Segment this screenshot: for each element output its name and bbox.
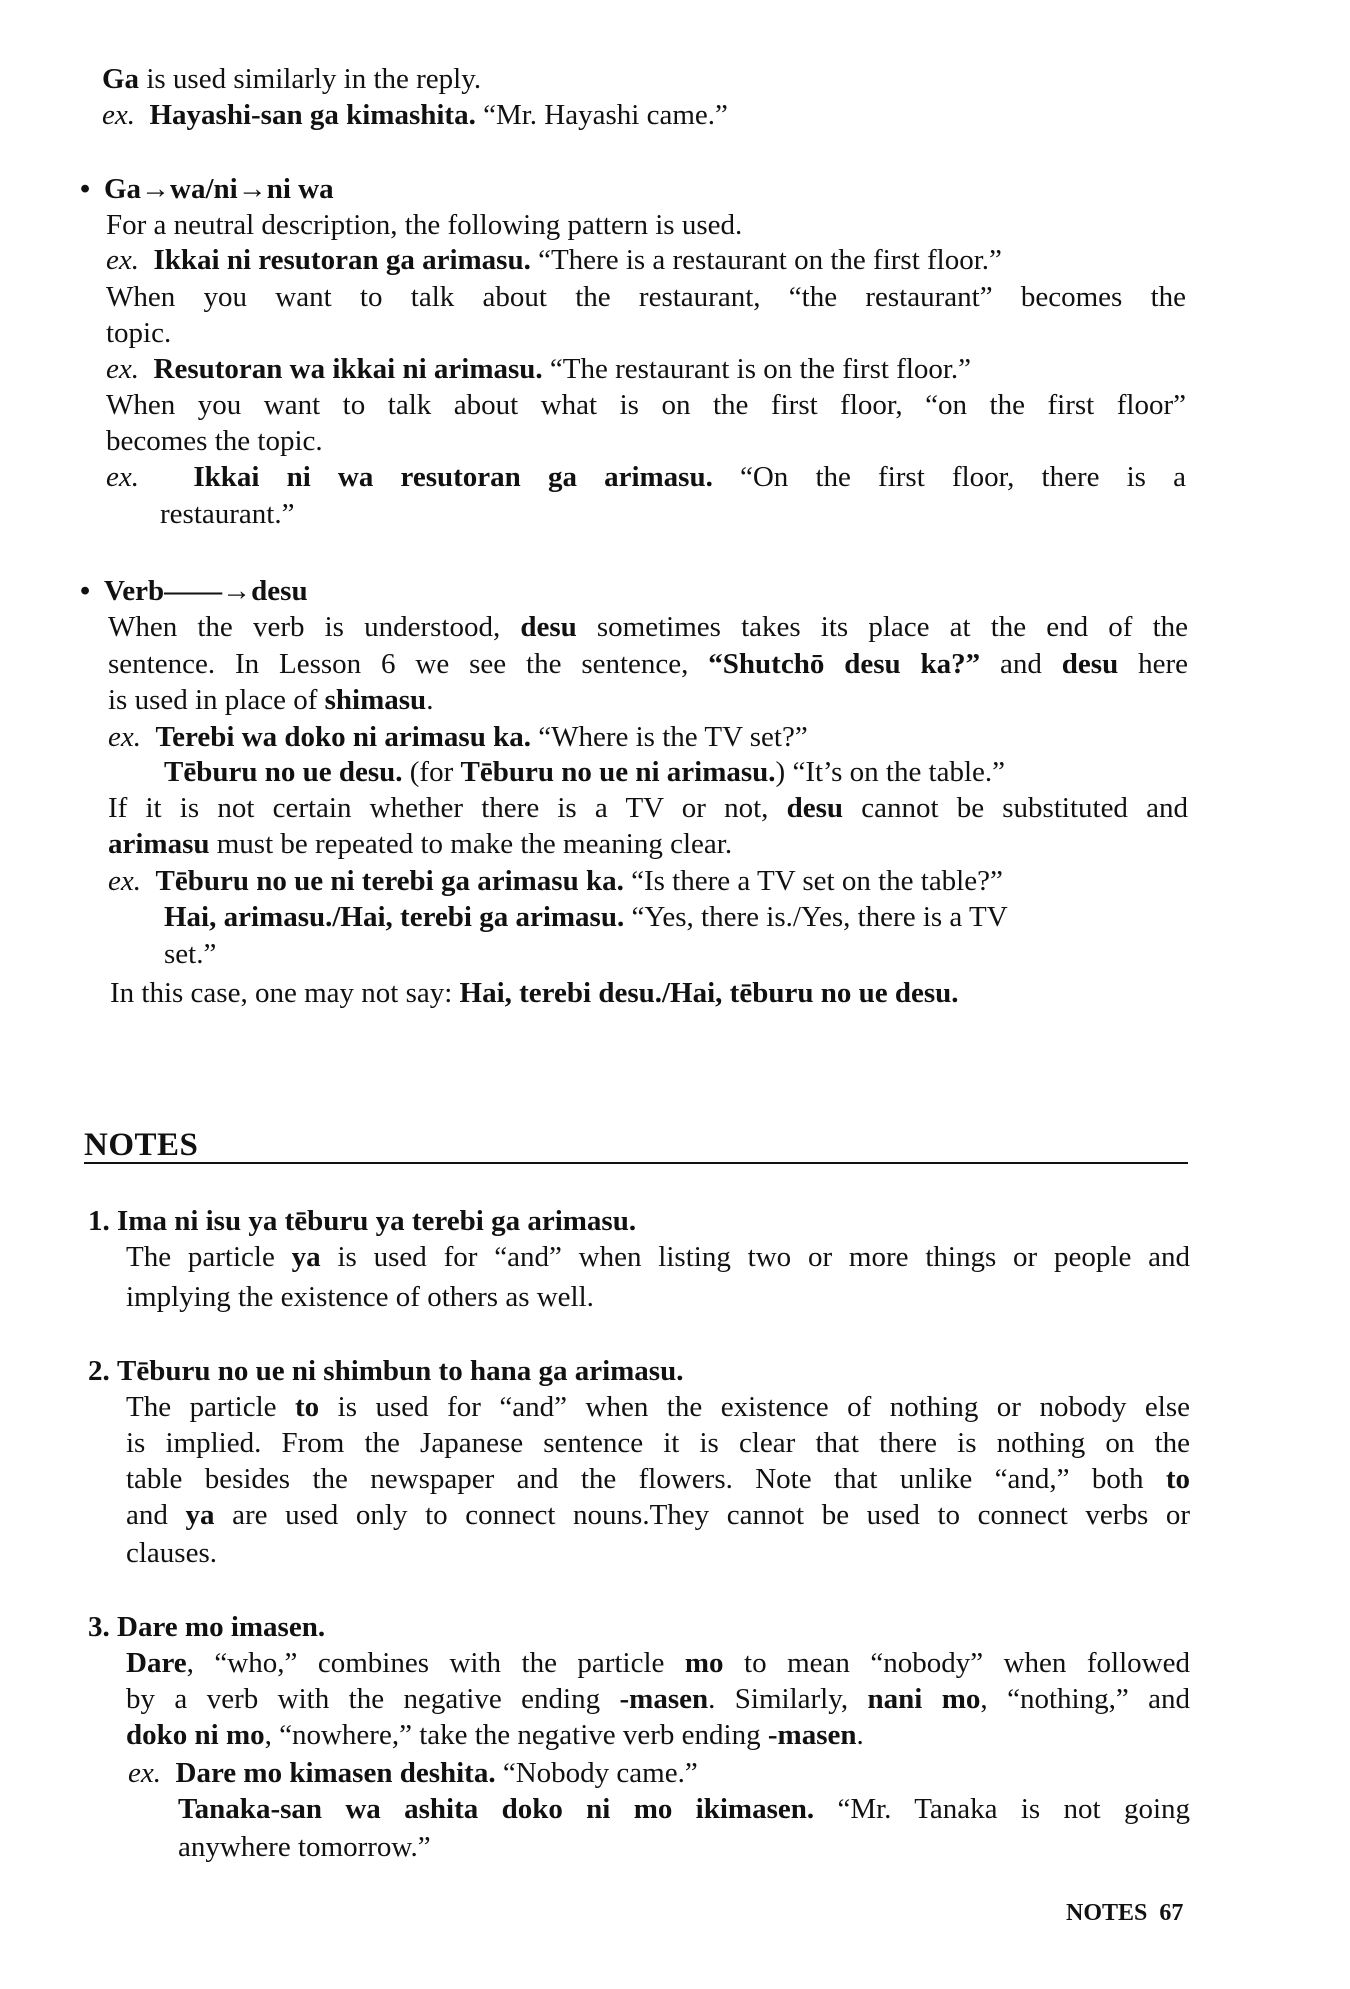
note-3-example: ex. Dare mo kimasen deshita. “Nobody came.”: [128, 1757, 698, 1789]
sec2-example-2: ex. Tēburu no ue ni terebi ga arimasu ka. “Is there a TV set on the table?”: [108, 865, 1003, 897]
sec1-line-1: For a neutral description, the following pattern is used.: [106, 209, 743, 241]
note-1-line-2: implying the existence of others as well.: [126, 1281, 594, 1313]
sec1-example-1: ex. Ikkai ni resutoran ga arimasu. “There is a restaurant on the first floor.”: [106, 244, 1002, 276]
running-footer: [1066, 1899, 1183, 1928]
sec2-line-2: sentence. In Lesson 6 we see the sentence, “Shutchō desu ka?” and desu here: [108, 648, 1189, 680]
note-1-line-1: The particle ya is used for “and” when listing two or more things or people and: [126, 1241, 1191, 1273]
intro-example: ex. Hayashi-san ga kimashita. “Mr. Hayashi came.”: [102, 99, 728, 131]
note-3-heading: 3. Dare mo imasen.: [88, 1611, 326, 1643]
note-3-example-2: Tanaka-san wa ashita doko ni mo ikimasen. “Mr. Tanaka is not going: [178, 1793, 1190, 1825]
sec1-line-4: topic.: [106, 317, 172, 349]
note-3-line-3: doko ni mo, “nowhere,” take the negative verb ending -masen.: [126, 1719, 864, 1751]
sec1-example-2: ex. Resutoran wa ikkai ni arimasu. “The restaurant is on the first floor.”: [106, 353, 972, 385]
note-2-line-1: The particle to is used for “and” when the existence of nothing or nobody else: [126, 1391, 1191, 1423]
page-number: 67: [1159, 1900, 1184, 1926]
sec2-line-11: In this case, one may not say: Hai, terebi desu./Hai, tēburu no ue desu.: [110, 977, 959, 1009]
sec1-line-3: When you want to talk about the restaurant, “the restaurant” becomes the: [106, 281, 1186, 313]
sec2-example-1-answer: Tēburu no ue desu. (for Tēburu no ue ni arimasu.) “It’s on the table.”: [164, 756, 1006, 788]
sec1-example-3: ex. Ikkai ni wa resutoran ga arimasu. “On the first floor, there is a: [106, 461, 1186, 493]
sec2-line-10: set.”: [164, 938, 217, 970]
note-2-line-2: is implied. From the Japanese sentence it is clear that there is nothing on the: [126, 1427, 1190, 1459]
note-3-line-1: Dare, “who,” combines with the particle mo to mean “nobody” when followed: [126, 1647, 1190, 1679]
sec2-line-7: arimasu must be repeated to make the meaning clear.: [108, 828, 733, 860]
note-2-heading: 2. Tēburu no ue ni shimbun to hana ga arimasu.: [88, 1355, 684, 1387]
note-3-line-2: by a verb with the negative ending -masen. Similarly, nani mo, “nothing,” and: [126, 1683, 1190, 1715]
note-2-line-4: and ya are used only to connect nouns.They cannot be used to connect verbs or: [126, 1499, 1191, 1531]
notes-title: NOTES: [84, 1127, 199, 1163]
sec2-line-3: is used in place of shimasu.: [108, 684, 434, 716]
intro-line-1: Ga is used similarly in the reply.: [102, 63, 482, 95]
sec1-line-6: When you want to talk about what is on the first floor, “on the first floor”: [106, 389, 1186, 421]
section-ga-wa-heading: • Ga→wa/ni→ni wa: [80, 173, 334, 205]
sec1-line-9: restaurant.”: [160, 498, 295, 530]
notes-rule: [84, 1162, 1188, 1164]
sec2-example-2-answer: Hai, arimasu./Hai, terebi ga arimasu. “Yes, there is./Yes, there is a TV: [164, 901, 1008, 933]
note-3-line-6: anywhere tomorrow.”: [178, 1831, 431, 1863]
section-verb-desu-heading: • Verb——→desu: [80, 575, 308, 607]
footer-label: NOTES: [1066, 1900, 1148, 1926]
note-1-heading: 1. Ima ni isu ya tēburu ya terebi ga arimasu.: [88, 1205, 637, 1237]
note-2-line-5: clauses.: [126, 1537, 217, 1569]
sec2-line-6: If it is not certain whether there is a TV or not, desu cannot be substituted and: [108, 792, 1188, 824]
sec2-line-1: When the verb is understood, desu sometimes takes its place at the end of the: [108, 611, 1188, 643]
note-2-line-3: table besides the newspaper and the flowers. Note that unlike “and,” both to: [126, 1463, 1190, 1495]
sec1-line-7: becomes the topic.: [106, 425, 323, 457]
sec2-example-1: ex. Terebi wa doko ni arimasu ka. “Where is the TV set?”: [108, 721, 808, 753]
